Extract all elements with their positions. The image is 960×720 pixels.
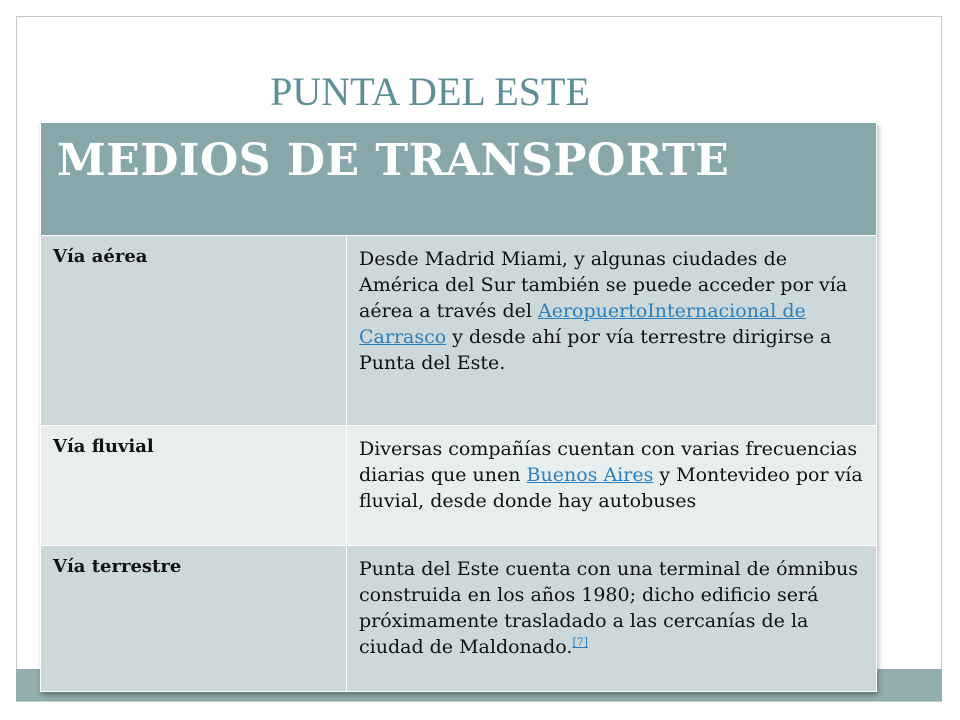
table-row [41, 546, 877, 692]
row-label-land: Vía terrestre [41, 546, 347, 692]
link-aeropuerto-carrasco[interactable]: AeropuertoInternacional de Carrasco [359, 300, 806, 348]
row-label-river: Vía fluvial [41, 426, 347, 546]
slide-title: PUNTA DEL ESTE [270, 69, 590, 114]
row-text-land [347, 546, 877, 692]
table-row [41, 426, 877, 546]
footnote-link[interactable]: [7] [572, 635, 589, 649]
table-header: MEDIOS DE TRANSPORTE [41, 123, 877, 236]
row-label-air: Vía aérea [41, 236, 347, 426]
text-segment: y desde ahí por vía terrestre dirigirse a Punta del Este. [359, 326, 832, 374]
transport-table [40, 122, 876, 692]
link-buenos-aires[interactable]: Buenos Aires [526, 464, 654, 486]
text-segment: Punta del Este cuenta con una terminal de ómnibus construida en los años 1980; dicho edificio será próximamente trasladado a las cercanías de la ciudad de Maldonado. [359, 558, 858, 658]
text-segment: Diversas compañías cuentan con varias frecuencias diarias que unen [359, 438, 858, 486]
row-text-air [347, 236, 877, 426]
table-row [41, 236, 877, 426]
text-segment: y Montevideo por vía fluvial, desde donde hay autobuses [359, 464, 863, 512]
row-text-river [347, 426, 877, 546]
text-segment: Desde Madrid Miami, y algunas ciudades de América del Sur también se puede acceder por vía aérea a través del [359, 248, 848, 322]
